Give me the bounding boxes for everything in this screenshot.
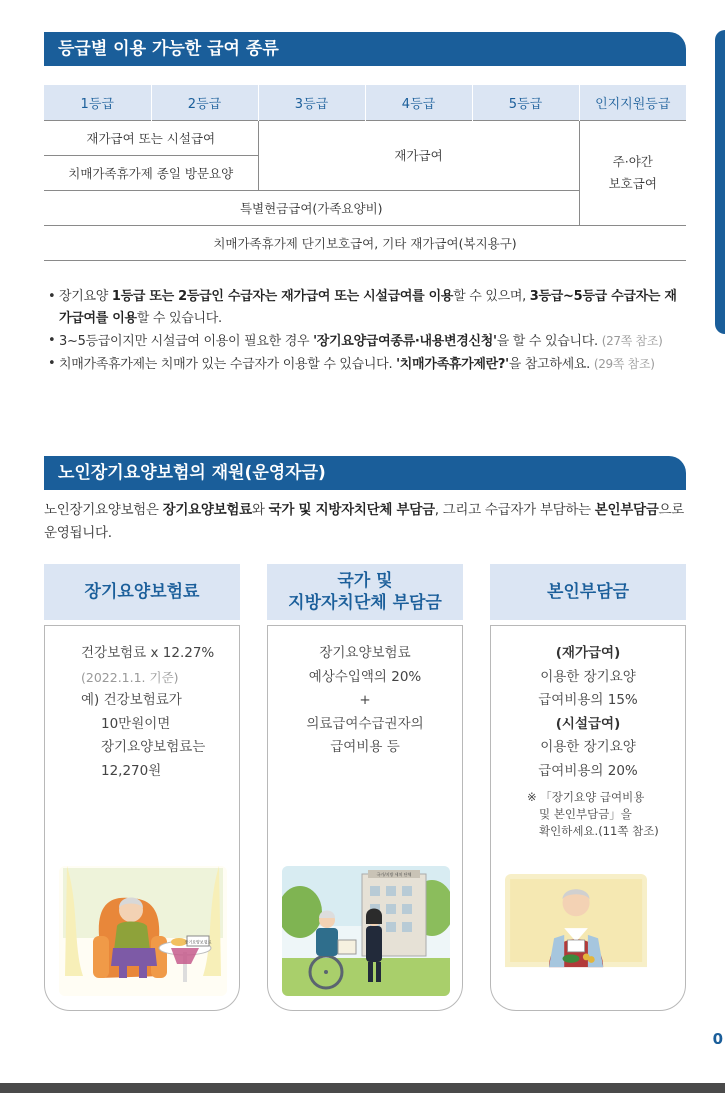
card-line: 예) 건강보험료가 <box>81 692 182 708</box>
note-emphasis: 3등급~5등급 수급자는 재가급여를 이용 <box>59 289 677 326</box>
intro-emphasis: 본인부담금 <box>594 502 659 518</box>
cell-dementia-visit-care: 치매가족휴가제 종일 방문요양 <box>44 155 258 190</box>
elderly-man-coins-illustration <box>505 874 647 984</box>
funding-card-government <box>267 564 463 1011</box>
card-subheading: (시설급여) <box>555 715 621 732</box>
section-title-funding: 노인장기요양보험의 재원(운영자금) <box>44 456 686 490</box>
note-text: 을 참고하세요. <box>508 357 594 372</box>
card-heading: 장기요양보험료 <box>44 564 240 620</box>
cell-home-benefit: 재가급여 <box>258 120 579 190</box>
elderly-woman-armchair-illustration <box>59 866 227 996</box>
card-body <box>44 625 240 1011</box>
card-footnote: ※ 「장기요양 급여비용 <box>527 790 645 804</box>
card-line: 급여비용의 15% <box>538 692 638 708</box>
card-line: 장기요양보험료는 <box>101 739 206 755</box>
note-emphasis: '치매가족휴가제란?' <box>396 357 509 372</box>
card-line: 건강보험료 x 12.27% <box>81 645 215 661</box>
cell-special-cash-benefit: 특별현금급여(가족요양비) <box>44 190 579 225</box>
note-text: 3~5등급이지만 시설급여 이용이 필요한 경우 <box>59 334 314 349</box>
note-text: 치매가족휴가제는 치매가 있는 수급자가 이용할 수 있습니다. <box>59 357 397 372</box>
intro-text: 와 <box>251 502 269 518</box>
benefit-notes <box>48 286 688 376</box>
note-text: 할 수 있습니다. <box>136 311 222 326</box>
card-footnote: 및 본인부담금」을 <box>539 807 632 821</box>
cell-short-term-care: 치매가족휴가제 단기보호급여, 기타 재가급여(복지용구) <box>44 225 686 260</box>
note-item <box>48 353 688 376</box>
card-heading: 본인부담금 <box>490 564 686 620</box>
funding-card-insurance <box>44 564 240 1011</box>
header-cognitive-grade: 인지지원등급 <box>579 85 686 120</box>
intro-emphasis: 장기요양보험료 <box>162 502 252 518</box>
note-text: 을 할 수 있습니다. <box>496 334 602 349</box>
intro-emphasis: 국가 및 지방자치단체 부담금 <box>268 502 435 518</box>
page-reference: (27쪽 참조) <box>601 334 663 348</box>
note-item <box>48 330 688 353</box>
funding-intro <box>44 499 694 545</box>
card-body <box>267 625 463 1011</box>
card-footnote: 확인하세요.(11쪽 참조) <box>539 824 659 838</box>
intro-text: 노인장기요양보험은 <box>44 502 163 518</box>
card-body <box>490 625 686 1011</box>
section-title-benefit-types: 등급별 이용 가능한 급여 종류 <box>44 32 686 66</box>
funding-card-copayment <box>490 564 686 1011</box>
intro-text: , 그리고 수급자가 부담하는 <box>434 502 595 518</box>
cell-day-night-care <box>579 120 686 225</box>
card-line: 이용한 장기요양 <box>540 668 636 685</box>
header-grade-3: 3등급 <box>258 85 365 120</box>
header-grade-1: 1등급 <box>44 85 151 120</box>
card-line: 10만원이면 <box>101 715 171 732</box>
day-night-care-text: 주·야간 보호급여 <box>608 153 657 191</box>
bottom-bar <box>0 1083 725 1093</box>
card-line: 이용한 장기요양 <box>540 739 636 755</box>
page-number: 0 <box>712 1030 723 1048</box>
note-text: 장기요양 <box>59 289 112 304</box>
card-line-plus: + <box>359 692 371 708</box>
card-line: 예상수입액의 20% <box>308 668 422 685</box>
tray-label: 장기요양보험료 <box>184 939 212 945</box>
card-heading-text: 국가 및 지방자치단체 부담금 <box>288 571 442 613</box>
intro-text: 으로 운영됩니다. <box>44 502 684 541</box>
card-line-date: (2022.1.1. 기준) <box>81 669 179 685</box>
building-sign: 국가/지방 세치 단체 <box>376 872 412 877</box>
page-reference: (29쪽 참조) <box>593 357 655 371</box>
card-heading <box>267 564 463 620</box>
card-line: 12,270원 <box>101 762 162 779</box>
cell-home-or-facility: 재가급여 또는 시설급여 <box>44 120 258 155</box>
note-item <box>48 286 688 330</box>
note-emphasis: '장기요양급여종류·내용변경신청' <box>313 334 497 349</box>
card-line: 급여비용의 20% <box>538 762 638 779</box>
header-grade-4: 4등급 <box>365 85 472 120</box>
government-office-wheelchair-illustration <box>282 866 450 996</box>
grade-benefit-table <box>44 85 686 261</box>
card-line: 장기요양보험료 <box>319 645 411 661</box>
card-subheading: (재가급여) <box>555 645 621 661</box>
side-tab-marker <box>715 30 725 334</box>
card-line: 의료급여수급권자의 <box>306 715 424 732</box>
header-grade-2: 2등급 <box>151 85 258 120</box>
card-line: 급여비용 등 <box>330 739 400 755</box>
header-grade-5: 5등급 <box>472 85 579 120</box>
note-text: 할 수 있으며, <box>453 289 530 304</box>
note-emphasis: 1등급 또는 2등급인 수급자는 재가급여 또는 시설급여를 이용 <box>111 289 454 304</box>
